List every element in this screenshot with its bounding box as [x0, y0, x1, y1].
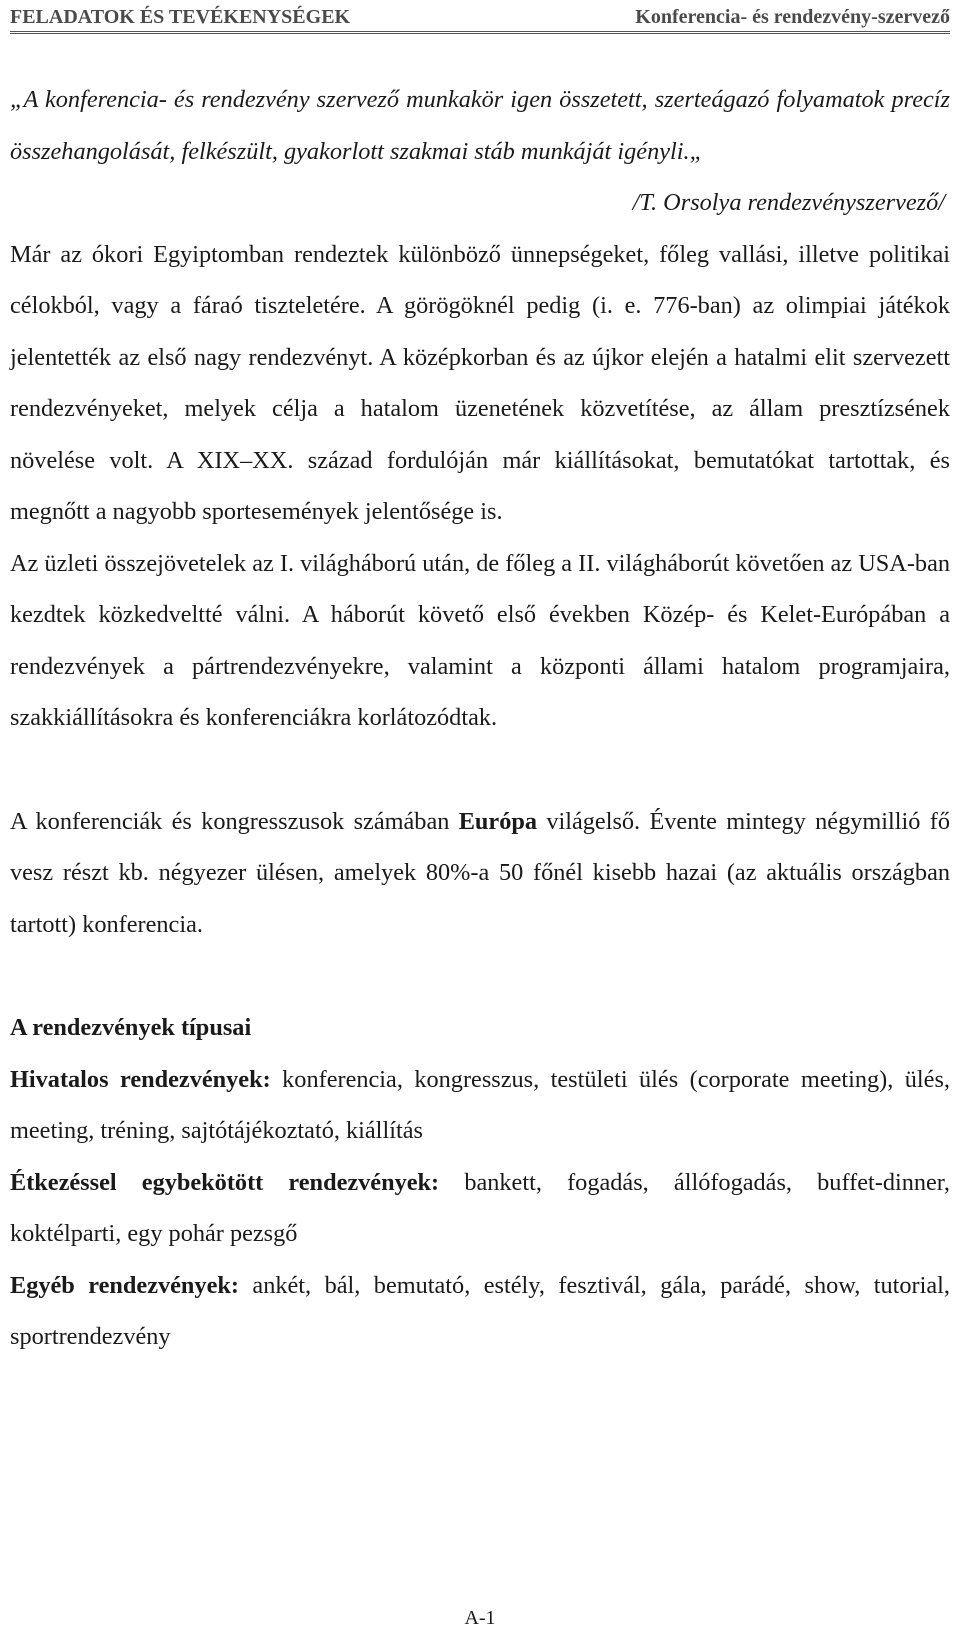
- types-section-title: A rendezvények típusai: [10, 1014, 252, 1041]
- spacer: [10, 744, 950, 796]
- page-number: A-1: [464, 1607, 496, 1629]
- page-header: [10, 0, 950, 34]
- history-paragraph: Már az ókori Egyiptomban rendeztek különböző ünnepségeket, főleg vallási, illetve politikai célokból, vagy a fáraó tiszteletére. A görögöknél pedig (i. e. 776-ban) az olimpiai játékok jelentették az első nagy rendezvényt. A középkorban és az újkor elején a hatalmi elit szervezett rendezvényeket, melyek célja a hatalom üzenetének közvetítése, az állam presztízsének növelése volt. A XIX–XX. század fordulóján már kiállításokat, bemutatókat tartottak, és megnőtt a nagyobb sportesemények jelentősége is.: [10, 240, 950, 525]
- page-content: [10, 74, 950, 1363]
- type-term: Étkezéssel egybekötött rendezvények:: [10, 1168, 440, 1196]
- type-description: bankett, fogadás, állófogadás, buffet-dinner, koktélparti, egy pohár pezsgő: [10, 1168, 950, 1247]
- business-history-paragraph: Az üzleti összejövetelek az I. világháború után, de főleg a II. világháborút követően az USA-ban kezdtek közkedveltté válni. A háborút követő első években Közép- és Kelet-Európában a rendezvények a pártrendezvényekre, valamint a központi állami hatalom programjaira, szakkiállításokra és konferenciákra korlátozódtak.: [10, 549, 950, 731]
- europe-highlight: Európa: [458, 807, 538, 835]
- europe-paragraph: [10, 796, 950, 951]
- quote-attribution: /T. Orsolya rendezvényszervező/: [632, 189, 945, 216]
- opening-quote: „A konferencia- és rendezvény szervező munkakör igen összetett, szerteágazó folyamatok precíz összehangolását, felkészült, gyakorlott szakmai stáb munkáját igényli.„: [10, 86, 950, 165]
- type-description: ankét, bál, bemutató, estély, fesztivál, gála, parádé, show, tutorial, sportrendezvény: [10, 1271, 950, 1350]
- type-term: Hivatalos rendezvények:: [10, 1065, 271, 1093]
- header-document-title: Konferencia- és rendezvény-szervező: [635, 6, 950, 28]
- type-term: Egyéb rendezvények:: [10, 1271, 239, 1299]
- type-item-official: [10, 1054, 950, 1157]
- europe-text-after: világelső. Évente mintegy négymillió fő vesz részt kb. négyezer ülésen, amelyek 80%-a 50 főnél kisebb hazai (az aktuális országban tartott) konferencia.: [10, 807, 950, 938]
- europe-text-before: A konferenciák és kongresszusok számában: [10, 807, 459, 835]
- spacer: [10, 950, 950, 1002]
- type-item-dining: [10, 1157, 950, 1260]
- page-footer: [0, 1607, 960, 1630]
- type-item-other: [10, 1260, 950, 1363]
- header-section-title: FELADATOK ÉS TEVÉKENYSÉGEK: [10, 6, 351, 28]
- type-description: konferencia, kongresszus, testületi ülés (corporate meeting), ülés, meeting, tréning, sajtótájékoztató, kiállítás: [10, 1065, 950, 1144]
